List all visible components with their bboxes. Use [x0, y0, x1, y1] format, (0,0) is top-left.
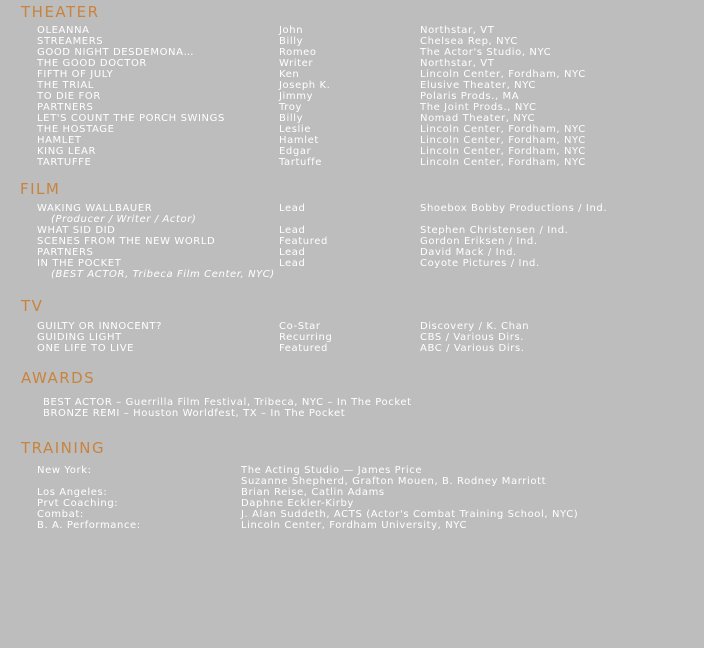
- role-name: Ken: [279, 69, 300, 80]
- role-name: Romeo: [279, 47, 317, 58]
- training-value: Lincoln Center, Fordham University, NYC: [241, 520, 468, 531]
- production-title: FIFTH OF JULY: [37, 69, 114, 80]
- production-title: TO DIE FOR: [37, 91, 101, 102]
- venue: Polaris Prods., MA: [420, 91, 520, 102]
- production-company: Shoebox Bobby Productions / Ind.: [420, 203, 608, 214]
- production-company: Coyote Pictures / Ind.: [420, 258, 540, 269]
- production-title: LET'S COUNT THE PORCH SWINGS: [37, 113, 225, 124]
- venue: Lincoln Center, Fordham, NYC: [420, 69, 586, 80]
- film-title: WAKING WALLBAUER: [37, 203, 153, 214]
- training-label: Prvt Coaching:: [37, 498, 119, 509]
- training-label: New York:: [37, 465, 92, 476]
- role-name: Edgar: [279, 146, 312, 157]
- film-heading: FILM: [20, 180, 61, 198]
- venue: Lincoln Center, Fordham, NYC: [420, 124, 586, 135]
- production-title: THE GOOD DOCTOR: [37, 58, 147, 69]
- award-item: BRONZE REMI – Houston Worldfest, TX – In The Pocket: [43, 408, 346, 419]
- production-title: KING LEAR: [37, 146, 96, 157]
- role-name: Featured: [279, 236, 328, 247]
- venue: Lincoln Center, Fordham, NYC: [420, 135, 586, 146]
- venue: The Joint Prods., NYC: [420, 102, 537, 113]
- production-title: STREAMERS: [37, 36, 104, 47]
- production-company: David Mack / Ind.: [420, 247, 517, 258]
- role-type: Co-Star: [279, 321, 321, 332]
- role-name: Lead: [279, 258, 306, 269]
- production-title: THE HOSTAGE: [37, 124, 115, 135]
- training-heading: TRAINING: [21, 439, 106, 457]
- production-company: Stephen Christensen / Ind.: [420, 225, 569, 236]
- production-title: GOOD NIGHT DESDEMONA…: [37, 47, 195, 58]
- role-name: Tartuffe: [279, 157, 322, 168]
- role-name: Jimmy: [279, 91, 314, 102]
- training-label: Combat:: [37, 509, 84, 520]
- network: ABC / Various Dirs.: [420, 343, 525, 354]
- show-title: GUILTY OR INNOCENT?: [37, 321, 162, 332]
- role-name: Joseph K.: [279, 80, 331, 91]
- venue: Chelsea Rep, NYC: [420, 36, 518, 47]
- film-title: PARTNERS: [37, 247, 94, 258]
- theater-heading: THEATER: [21, 3, 100, 21]
- film-note: (BEST ACTOR, Tribeca Film Center, NYC): [51, 269, 275, 280]
- film-title: WHAT SID DID: [37, 225, 116, 236]
- role-name: Billy: [279, 113, 304, 124]
- film-title: SCENES FROM THE NEW WORLD: [37, 236, 216, 247]
- production-title: THE TRIAL: [37, 80, 94, 91]
- venue: Elusive Theater, NYC: [420, 80, 536, 91]
- role-name: Troy: [279, 102, 302, 113]
- film-title: IN THE POCKET: [37, 258, 122, 269]
- role-name: John: [279, 25, 304, 36]
- production-company: Gordon Eriksen / Ind.: [420, 236, 538, 247]
- film-note: (Producer / Writer / Actor): [51, 214, 197, 225]
- role-type: Featured: [279, 343, 328, 354]
- award-item: BEST ACTOR – Guerrilla Film Festival, Tribeca, NYC – In The Pocket: [43, 397, 412, 408]
- venue: Nomad Theater, NYC: [420, 113, 536, 124]
- network: Discovery / K. Chan: [420, 321, 530, 332]
- training-label: Los Angeles:: [37, 487, 108, 498]
- training-value: Suzanne Shepherd, Grafton Mouen, B. Rodney Marriott: [241, 476, 547, 487]
- show-title: GUIDING LIGHT: [37, 332, 122, 343]
- venue: Lincoln Center, Fordham, NYC: [420, 146, 586, 157]
- show-title: ONE LIFE TO LIVE: [37, 343, 135, 354]
- venue: Northstar, VT: [420, 25, 495, 36]
- role-name: Lead: [279, 247, 306, 258]
- training-value: J. Alan Suddeth, ACTS (Actor's Combat Training School, NYC): [241, 509, 579, 520]
- role-name: Lead: [279, 203, 306, 214]
- awards-heading: AWARDS: [21, 369, 96, 387]
- training-value: The Acting Studio — James Price: [241, 465, 423, 476]
- production-title: OLEANNA: [37, 25, 90, 36]
- training-value: Brian Reise, Catlin Adams: [241, 487, 385, 498]
- venue: Lincoln Center, Fordham, NYC: [420, 157, 586, 168]
- production-title: TARTUFFE: [37, 157, 92, 168]
- training-value: Daphne Eckler-Kirby: [241, 498, 354, 509]
- venue: The Actor's Studio, NYC: [420, 47, 552, 58]
- role-name: Writer: [279, 58, 314, 69]
- role-type: Recurring: [279, 332, 333, 343]
- network: CBS / Various Dirs.: [420, 332, 525, 343]
- venue: Northstar, VT: [420, 58, 495, 69]
- production-title: PARTNERS: [37, 102, 94, 113]
- role-name: Leslie: [279, 124, 312, 135]
- training-label: B. A. Performance:: [37, 520, 141, 531]
- tv-heading: TV: [21, 297, 44, 315]
- production-title: HAMLET: [37, 135, 82, 146]
- role-name: Hamlet: [279, 135, 319, 146]
- role-name: Billy: [279, 36, 304, 47]
- role-name: Lead: [279, 225, 306, 236]
